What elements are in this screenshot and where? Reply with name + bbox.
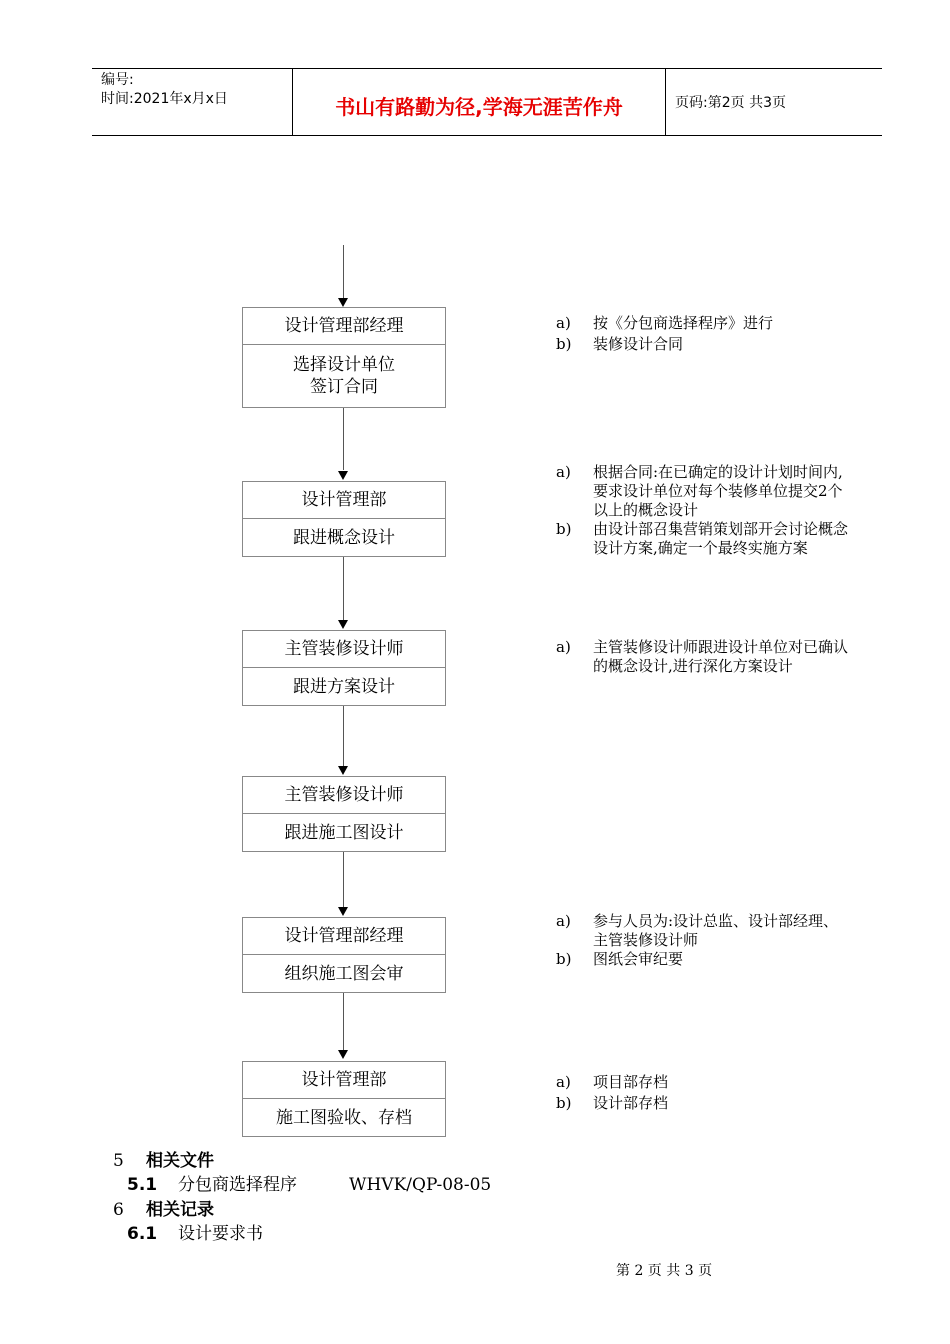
step-notes — [556, 912, 856, 969]
page-footer: 第 2 页 共 3 页 — [616, 1263, 713, 1279]
note-text: 主管装修设计师跟进设计单位对已确认的概念设计,进行深化方案设计 — [593, 638, 849, 675]
note-item — [556, 1094, 856, 1113]
flow-connector — [343, 992, 344, 1050]
note-label: b) — [556, 950, 572, 968]
arrow-down-icon — [338, 1050, 348, 1059]
note-item — [556, 520, 856, 558]
section-5-1-code: WHVK/QP-08-05 — [349, 1175, 492, 1195]
header-top-rule — [92, 68, 882, 69]
section-6-title — [146, 1199, 214, 1221]
section-6-1-number — [127, 1223, 157, 1245]
flow-step-box — [242, 917, 446, 993]
note-text: 设计部存档 — [593, 1094, 669, 1112]
page-indicator: 页码:第2页 共3页 — [675, 95, 786, 111]
note-label: a) — [556, 912, 571, 930]
note-text: 项目部存档 — [593, 1073, 669, 1091]
note-text: 装修设计合同 — [593, 335, 684, 353]
doc-time-label: 时间:2021年x月x日 — [101, 91, 228, 107]
note-label: b) — [556, 1094, 572, 1112]
step-notes — [556, 1073, 856, 1113]
flow-step-role: 主管装修设计师 — [243, 631, 445, 668]
note-text: 图纸会审纪要 — [593, 950, 684, 968]
arrow-down-icon — [338, 620, 348, 629]
section-5-1-text: 分包商选择程序 — [178, 1175, 297, 1195]
header-bottom-rule — [92, 135, 882, 136]
note-text: 按《分包商选择程序》进行 — [593, 314, 774, 332]
flow-connector — [343, 706, 344, 766]
flow-step-box — [242, 630, 446, 706]
note-item — [556, 638, 856, 676]
note-label: b) — [556, 520, 572, 538]
flow-connector — [343, 407, 344, 470]
flow-step-task: 组织施工图会审 — [284, 963, 404, 984]
step-notes — [556, 463, 856, 558]
note-label: a) — [556, 314, 571, 332]
flow-step-task: 跟进方案设计 — [293, 676, 395, 697]
arrow-down-icon — [338, 907, 348, 916]
flow-step-task: 跟进概念设计 — [293, 527, 395, 548]
flow-step-role: 设计管理部经理 — [243, 918, 445, 955]
arrow-down-icon — [338, 766, 348, 775]
note-label: a) — [556, 463, 571, 481]
note-text: 根据合同:在已确定的设计计划时间内,要求设计单位对每个装修单位提交2个以上的概念设计 — [593, 463, 843, 519]
flow-step-box — [242, 1061, 446, 1137]
section-6-number: 6 — [113, 1200, 124, 1220]
arrow-down-icon — [338, 471, 348, 480]
note-text: 由设计部召集营销策划部开会讨论概念设计方案,确定一个最终实施方案 — [593, 520, 849, 557]
note-item — [556, 463, 856, 520]
flow-step-box — [242, 481, 446, 557]
flow-connector — [343, 557, 344, 620]
section-6-1-text: 设计要求书 — [178, 1224, 263, 1244]
note-item — [556, 335, 856, 354]
note-label: a) — [556, 1073, 571, 1091]
flow-step-role: 主管装修设计师 — [243, 777, 445, 814]
step-notes — [556, 638, 856, 676]
flow-step-task-line: 选择设计单位 — [293, 355, 395, 375]
section-5-title — [146, 1150, 214, 1172]
note-label: a) — [556, 638, 571, 656]
flow-step-task: 施工图验收、存档 — [276, 1107, 412, 1128]
flow-step-role: 设计管理部 — [243, 1062, 445, 1099]
note-item — [556, 1073, 856, 1092]
flow-step-task — [243, 345, 445, 407]
section-5-1-number — [127, 1174, 157, 1196]
arrow-down-icon — [338, 298, 348, 307]
note-item — [556, 314, 856, 333]
flow-step-role: 设计管理部 — [243, 482, 445, 519]
note-item — [556, 950, 856, 969]
flow-step-task-line: 签订合同 — [310, 377, 378, 397]
section-5-title-text: 相关文件 — [146, 1151, 214, 1171]
section-5-1-number-text: 5.1 — [127, 1175, 158, 1195]
note-label: b) — [556, 335, 572, 353]
flow-step-role: 设计管理部经理 — [243, 308, 445, 345]
step-notes — [556, 314, 856, 354]
flow-step-task: 跟进施工图设计 — [284, 822, 404, 843]
section-6-title-text: 相关记录 — [146, 1200, 214, 1220]
section-6-1-number-text: 6.1 — [127, 1224, 158, 1244]
flow-connector — [343, 245, 344, 298]
note-item — [556, 912, 856, 950]
flow-step-box — [242, 776, 446, 852]
section-5-number: 5 — [113, 1151, 124, 1171]
note-text: 参与人员为:设计总监、设计部经理、主管装修设计师 — [593, 912, 839, 949]
flow-step-box — [242, 307, 446, 408]
flow-connector — [343, 851, 344, 907]
doc-number-label: 编号: — [101, 72, 134, 88]
header-divider — [665, 69, 666, 135]
header-slogan: 书山有路勤为径,学海无涯苦作舟 — [335, 95, 623, 119]
